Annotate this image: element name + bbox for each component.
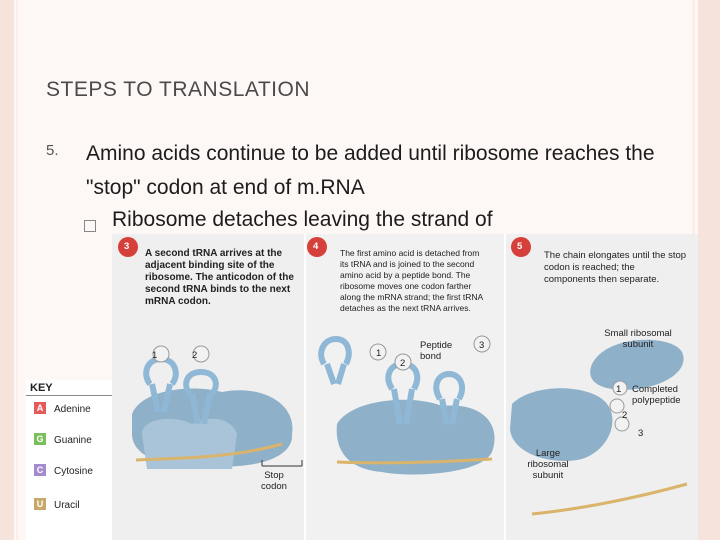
stop-codon-label: Stop codon — [261, 470, 287, 492]
step4-tag3: 3 — [479, 340, 485, 351]
sub-bullet-text: Ribosome detaches leaving the strand of — [112, 208, 493, 231]
step5-tag3: 3 — [638, 428, 644, 439]
step4-tag1: 1 — [376, 348, 382, 359]
step5-number: 5 — [517, 241, 523, 252]
step3-caption: A second tRNA arrives at the adjacent binding site of the ribosome. The anticodon of the second tRNA binds to the next mRNA codon. — [145, 248, 294, 307]
step5-caption: The chain elongates until the stop codon is reached; the components then separate. — [544, 250, 687, 285]
small-subunit-label: Small ribosomal subunit — [604, 328, 672, 350]
adenine-label: Adenine — [54, 404, 91, 415]
slide-left-border — [0, 0, 14, 540]
trna-left — [321, 339, 349, 384]
adenine-swatch: A — [34, 402, 46, 414]
ribosome-large — [142, 419, 237, 469]
step5-tag1: 1 — [616, 384, 622, 395]
slide-left-border-line — [16, 0, 18, 540]
key-title: KEY — [30, 382, 53, 394]
step5-drawing — [510, 340, 687, 514]
cytosine-swatch: C — [34, 464, 46, 476]
step3-tag2: 2 — [192, 350, 198, 361]
step4-number: 4 — [313, 241, 319, 252]
uracil-label: Uracil — [54, 500, 80, 511]
translation-figure — [112, 234, 698, 540]
slide-right-border — [698, 0, 720, 540]
step4-tag2: 2 — [400, 358, 406, 369]
body-text: Amino acids continue to be added until ribosome reaches the "stop" codon at end of m.RNA — [86, 142, 655, 199]
mrna-strand-5 — [532, 484, 687, 514]
step5-tag2: 2 — [622, 410, 628, 421]
sub-bullet-icon — [84, 220, 96, 232]
peptide-bond-label: Peptide bond — [420, 340, 453, 362]
step4-drawing — [321, 336, 494, 475]
step3-tag1: 1 — [152, 350, 158, 361]
cytosine-label: Cytosine — [54, 466, 93, 477]
completed-polypeptide-label: Completed polypeptide — [632, 384, 681, 406]
step3-drawing — [132, 346, 302, 469]
uracil-swatch: U — [34, 498, 46, 510]
item-number: 5. — [46, 142, 59, 159]
step3-number: 3 — [124, 241, 130, 252]
large-subunit-label: Large ribosomal subunit — [527, 448, 569, 481]
guanine-label: Guanine — [54, 435, 92, 446]
slide-title: STEPS TO TRANSLATION — [46, 78, 311, 101]
nucleotide-key — [26, 380, 112, 540]
guanine-swatch: G — [34, 433, 46, 445]
key-divider — [26, 395, 112, 396]
step4-caption: The first amino acid is detached from its tRNA and is joined to the second amino acid by a peptide bond. The ribosome moves one codon farther along the mRNA strand; the first tRNA detaches as the next tRNA arrives. — [340, 248, 483, 313]
